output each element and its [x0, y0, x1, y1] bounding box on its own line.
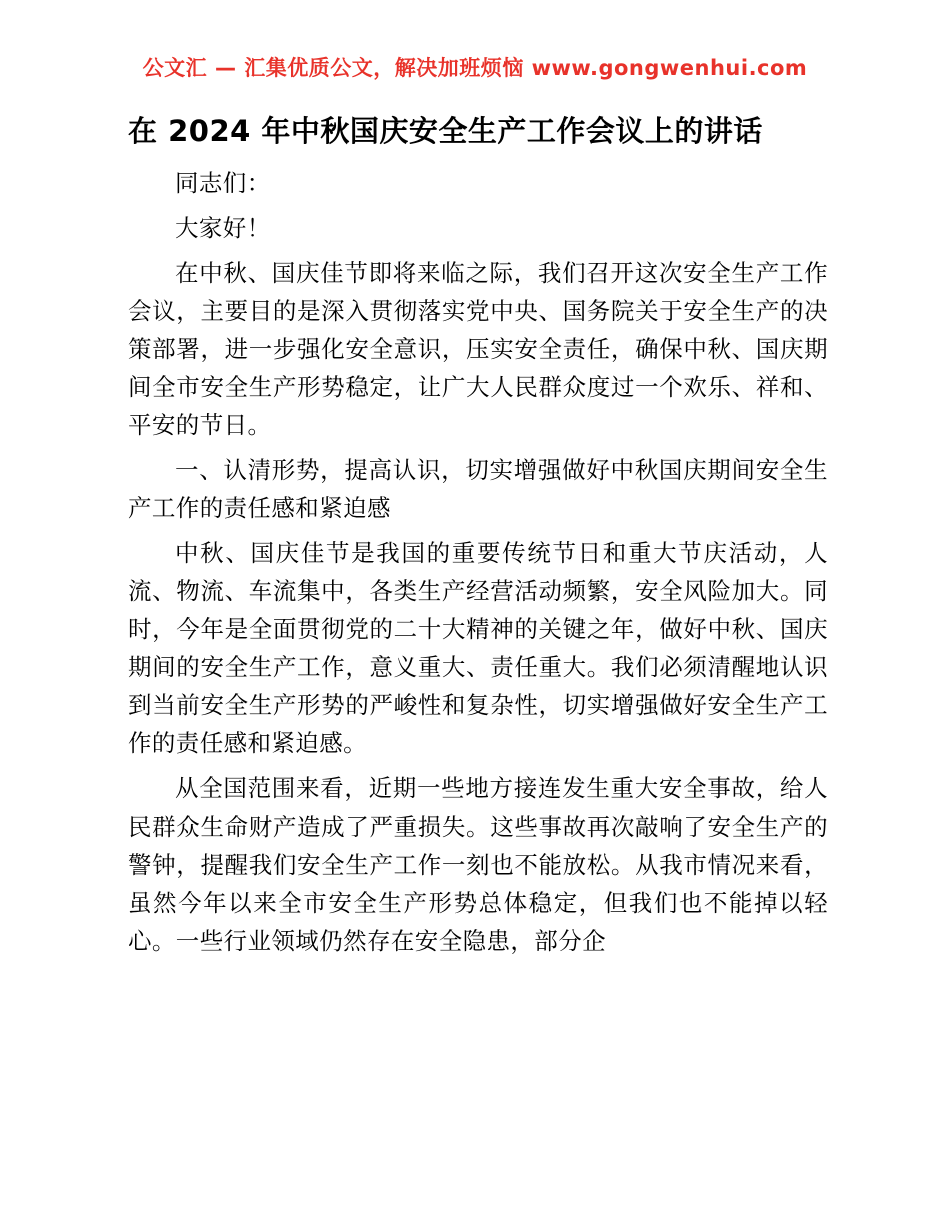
paragraph-greeting: 大家好！ — [175, 213, 271, 242]
paragraph-salutation: 同志们： — [175, 168, 271, 197]
paragraph-intro: 在中秋、国庆佳节即将来临之际，我们召开这次安全生产工作会议，主要目的是深入贯彻落实党中央、国务院关于安全生产的决策部署，进一步强化安全意识，压实安全责任，确保中秋、国庆期间全市安全生产形势稳定，让广大人民群众度过一个欢乐、祥和、平安的节日。 — [128, 258, 828, 439]
paragraph-section-heading-1: 一、认清形势，提高认识，切实增强做好中秋国庆期间安全生产工作的责任感和紧迫感 — [128, 455, 828, 522]
paragraph-situation: 中秋、国庆佳节是我国的重要传统节日和重大节庆活动，人流、物流、车流集中，各类生产经营活动频繁，安全风险加大。同时，今年是全面贯彻党的二十大精神的关键之年，做好中秋、国庆期间的安全生产工作，意义重大、责任重大。我们必须清醒地认识到当前安全生产形势的严峻性和复杂性，切实增强做好安全生产工作的责任感和紧迫感。 — [128, 539, 828, 758]
document-body — [128, 110, 828, 967]
page-title: 在 2024 年中秋国庆安全生产工作会议上的讲话 — [128, 114, 763, 148]
site-watermark: 公文汇 — 汇集优质公文，解决加班烦恼 www.gongwenhui.com — [142, 56, 808, 80]
paragraph-national-overview: 从全国范围来看，近期一些地方接连发生重大安全事故，给人民群众生命财产造成了严重损失。这些事故再次敲响了安全生产的警钟，提醒我们安全生产工作一刻也不能放松。从我市情况来看，虽然今年以来全市安全生产形势总体稳定，但我们也不能掉以轻心。一些行业领域仍然存在安全隐患，部分企 — [128, 774, 828, 955]
